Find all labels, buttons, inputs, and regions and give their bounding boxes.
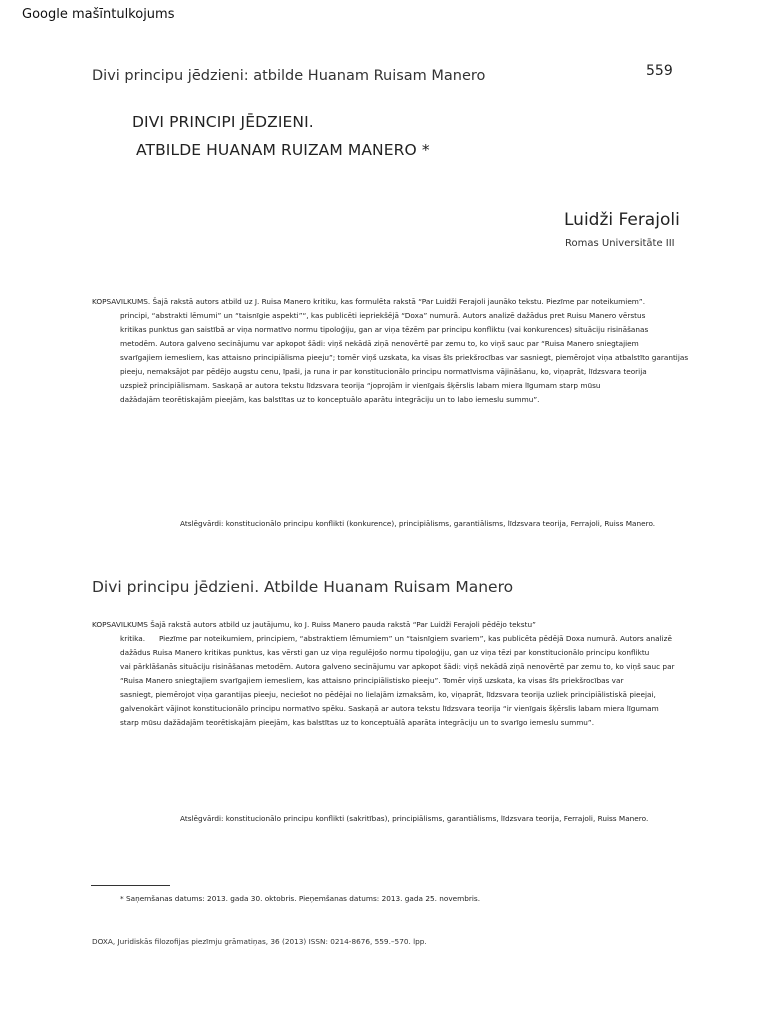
abstract-line: principi, “abstrakti lēmumi” un “taisnīgie aspekti”“, kas publicēti iepriekšējā “Doxa” numurā. Autors analizē dažādus pret Ruisu Manero vērstus: [120, 311, 646, 320]
abstract-line: “Ruisa Manero sniegtajiem svarīgajiem iemesliem, kas attaisno principiālistisko pieeju”. Tomēr viņš uzskata, ka visas šīs priekšrocības var: [120, 676, 624, 685]
abstract-line: dažādus Ruisa Manero kritikas punktus, kas vērsti gan uz viņa regulējošo normu tipoloģiju, gan uz viņa tēzi par konstitucionālo principu konfliktu: [120, 648, 650, 657]
keywords-2: Atslēgvārdi: konstitucionālo principu konflikti (sakritības), principiālisms, garantiālisms, līdzsvara teorija, Ferrajoli, Ruiss Manero.: [180, 814, 649, 823]
author-affiliation: Romas Universitāte III: [565, 238, 675, 249]
abstract-line: pieeju, nemaksājot par pēdējo augstu cenu, īpaši, ja runa ir par konstitucionālo principu normatīvisma vājināšanu, ko, viņaprāt, līdzsvara teorija: [120, 367, 647, 376]
page-number: 559: [646, 63, 673, 79]
journal-citation: DOXA, Juridiskās filozofijas piezīmju grāmatiņas, 36 (2013) ISSN: 0214-8676, 559.–570. lpp.: [92, 937, 427, 946]
abstract-line: KOPSAVILKUMS Šajā rakstā autors atbild uz jautājumu, ko J. Ruiss Manero pauda rakstā “Par Luidži Ferajoli pēdējo tekstu”: [92, 620, 536, 629]
abstract-line: metodēm. Autora galveno secinājumu var apkopot šādi: viņš nekādā ziņā nenovērtē par zemu to, ko viņš sauc par “Ruisa Manero sniegtajiem: [120, 339, 639, 348]
abstract-line: galvenokārt vājinot konstitucionālo principu normatīvo spēku. Saskaņā ar autora tekstu līdzsvara teorija “ir vienīgais šķērslis labam miera līgumam: [120, 704, 659, 713]
article-title-line-2: ATBILDE HUANAM RUIZAM MANERO *: [136, 141, 430, 159]
abstract-line: KOPSAVILKUMS. Šajā rakstā autors atbild uz J. Ruisa Manero kritiku, kas formulēta rakstā “Par Luidži Ferajoli jaunāko tekstu. Piezīme par noteikumiem”.: [92, 297, 646, 306]
abstract-line: vai pārklāšanās situāciju risināšanas metodēm. Autora galveno secinājumu var apkopot šādi: viņš nekādā ziņā nenovērtē par zemu to, ko viņš sauc par: [120, 662, 675, 671]
abstract-line: dažādajām teorētiskajām pieejām, kas balstītas uz to konceptuālo aparātu integrāciju un to labo iemeslu summu”.: [120, 395, 540, 404]
footnote: * Saņemšanas datums: 2013. gada 30. oktobris. Pieņemšanas datums: 2013. gada 25. novembris.: [120, 894, 481, 903]
abstract-line: sasniegt, piemērojot viņa garantijas pieeju, neciešot no pēdējai no lielajām izmaksām, ko, viņaprāt, līdzsvara teorija uzliek principiālistiskā pieejai,: [120, 690, 656, 699]
abstract-line: kritikas punktus gan saistībā ar viņa normatīvo normu tipoloģiju, gan ar viņa tēzēm par principu konfliktu (vai konkurences) situāciju risināšanas: [120, 325, 649, 334]
running-head: Divi principu jēdzieni: atbilde Huanam Ruisam Manero: [92, 68, 486, 84]
author-name: Luidži Ferajoli: [564, 210, 680, 230]
abstract-line: kritika. Piezīme par noteikumiem, principiem, “abstraktiem lēmumiem” un “taisnīgiem svariem”, kas publicēta pēdējā Doxa numurā. Autors analizē: [120, 634, 672, 643]
keywords-1: Atslēgvārdi: konstitucionālo principu konflikti (konkurence), principiālisms, garantiālisms, līdzsvara teorija, Ferrajoli, Ruiss Manero.: [180, 519, 656, 528]
google-translate-label: Google mašīntulkojums: [22, 7, 175, 22]
article-title-line-1: DIVI PRINCIPI JĒDZIENI.: [132, 113, 314, 131]
section-title: Divi principu jēdzieni. Atbilde Huanam Ruisam Manero: [92, 578, 514, 596]
abstract-line: svarīgajiem iemesliem, kas attaisno principiālisma pieeju”; tomēr viņš uzskata, ka visas šīs priekšrocības var sasniegt, piemērojot viņa atbalstīto garantijas: [120, 353, 689, 362]
abstract-line: uzspiež principiālismam. Saskaņā ar autora tekstu līdzsvara teorija “joprojām ir vienīgais šķērslis labam miera līgumam starp mūsu: [120, 381, 601, 390]
abstract-line: starp mūsu dažādajām teorētiskajām pieejām, kas balstītas uz to konceptuālā aparāta integrāciju un to svarīgo iemeslu summu”.: [120, 718, 595, 727]
footnote-divider: [91, 885, 170, 886]
